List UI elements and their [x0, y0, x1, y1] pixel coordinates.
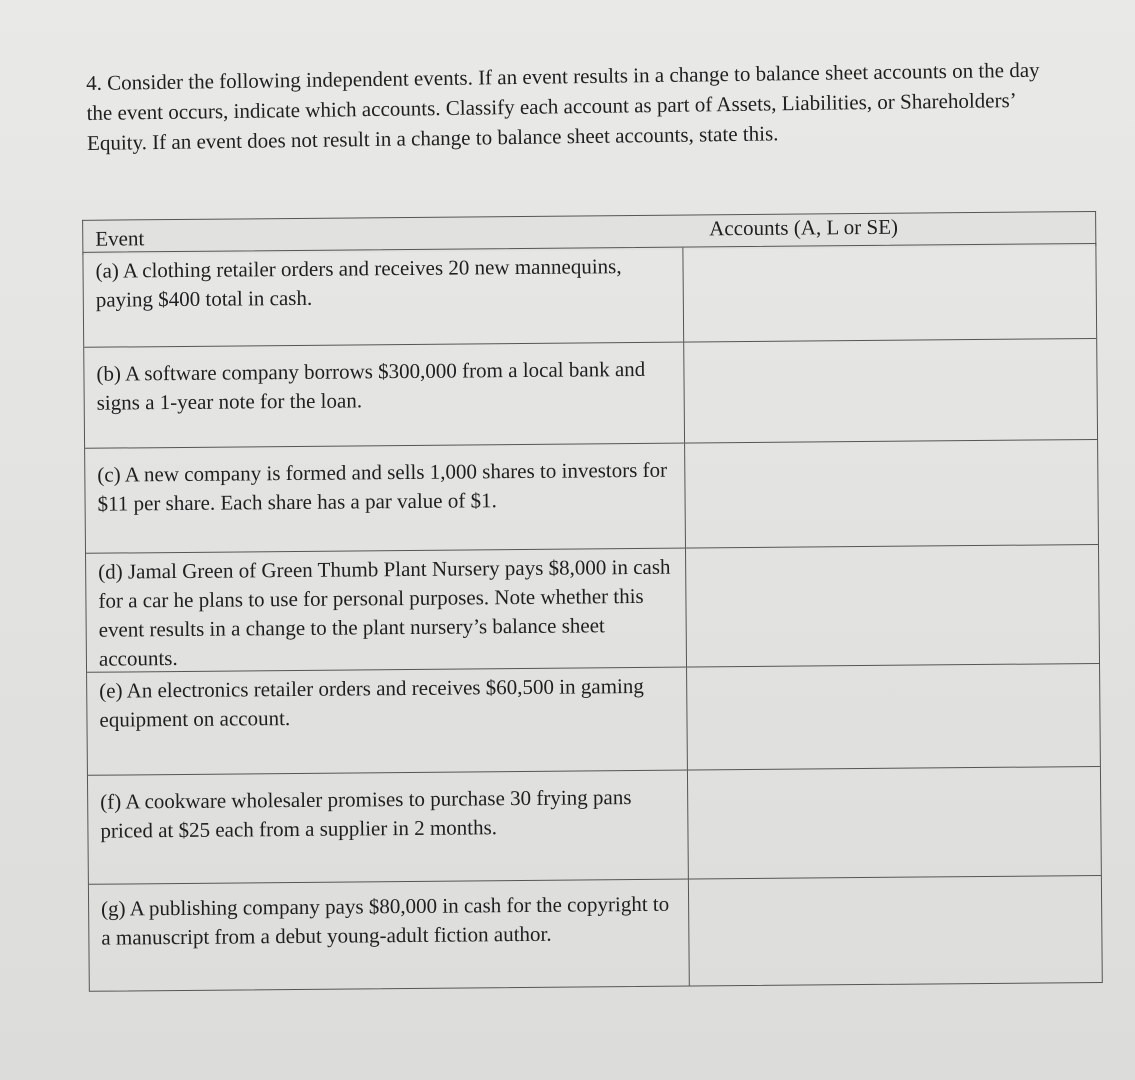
question-text: 4. Consider the following independent events. If an event results in a change to balance sheet accounts on the day the event occurs, indicate which accounts. Classify each account as part of Assets, Liabilities, or Shareholders’ Equity. If an event does not result in a change to balance sheet accounts, state this.: [86, 57, 1040, 155]
event-cell: (c) A new company is formed and sells 1,000 shares to investors for $11 per share. Each share has a par value of $1.: [85, 444, 686, 553]
events-table: [62, 199, 1115, 988]
accounts-answer-cell[interactable]: [688, 767, 1101, 879]
accounts-answer-cell[interactable]: [687, 664, 1100, 770]
event-cell: (d) Jamal Green of Green Thumb Plant Nursery pays $8,000 in cash for a car he plans to use for personal purposes. Note whether this event results in a change to the plant nursery’s balance sheet accounts.: [86, 549, 687, 672]
table-row: [86, 544, 1099, 672]
event-cell: (e) An electronics retailer orders and receives $60,500 in gaming equipment on account.: [87, 668, 688, 775]
table-row: [89, 875, 1102, 991]
accounts-answer-cell[interactable]: [686, 545, 1099, 667]
table-body: [82, 243, 1102, 992]
accounts-answer-cell[interactable]: [689, 876, 1102, 986]
accounts-answer-cell[interactable]: [683, 244, 1096, 342]
accounts-answer-cell[interactable]: [685, 440, 1098, 548]
table-row: [85, 439, 1098, 553]
table-row: [83, 244, 1096, 347]
header-event: Event: [95, 226, 145, 251]
accounts-answer-cell[interactable]: [684, 339, 1097, 443]
event-cell: (f) A cookware wholesaler promises to purchase 30 frying pans priced at $25 each from a supplier in 2 months.: [88, 771, 689, 884]
table-row: [88, 766, 1101, 884]
event-cell: (b) A software company borrows $300,000 from a local bank and signs a 1-year note for the loan.: [84, 343, 685, 448]
event-cell: (a) A clothing retailer orders and receives 20 new mannequins, paying $400 total in cash.: [83, 248, 684, 347]
table-row: [84, 338, 1097, 448]
table-row: [87, 663, 1100, 775]
event-cell: (g) A publishing company pays $80,000 in cash for the copyright to a manuscript from a debut young-adult fiction author.: [89, 880, 690, 991]
header-accounts: Accounts (A, L or SE): [709, 214, 899, 241]
